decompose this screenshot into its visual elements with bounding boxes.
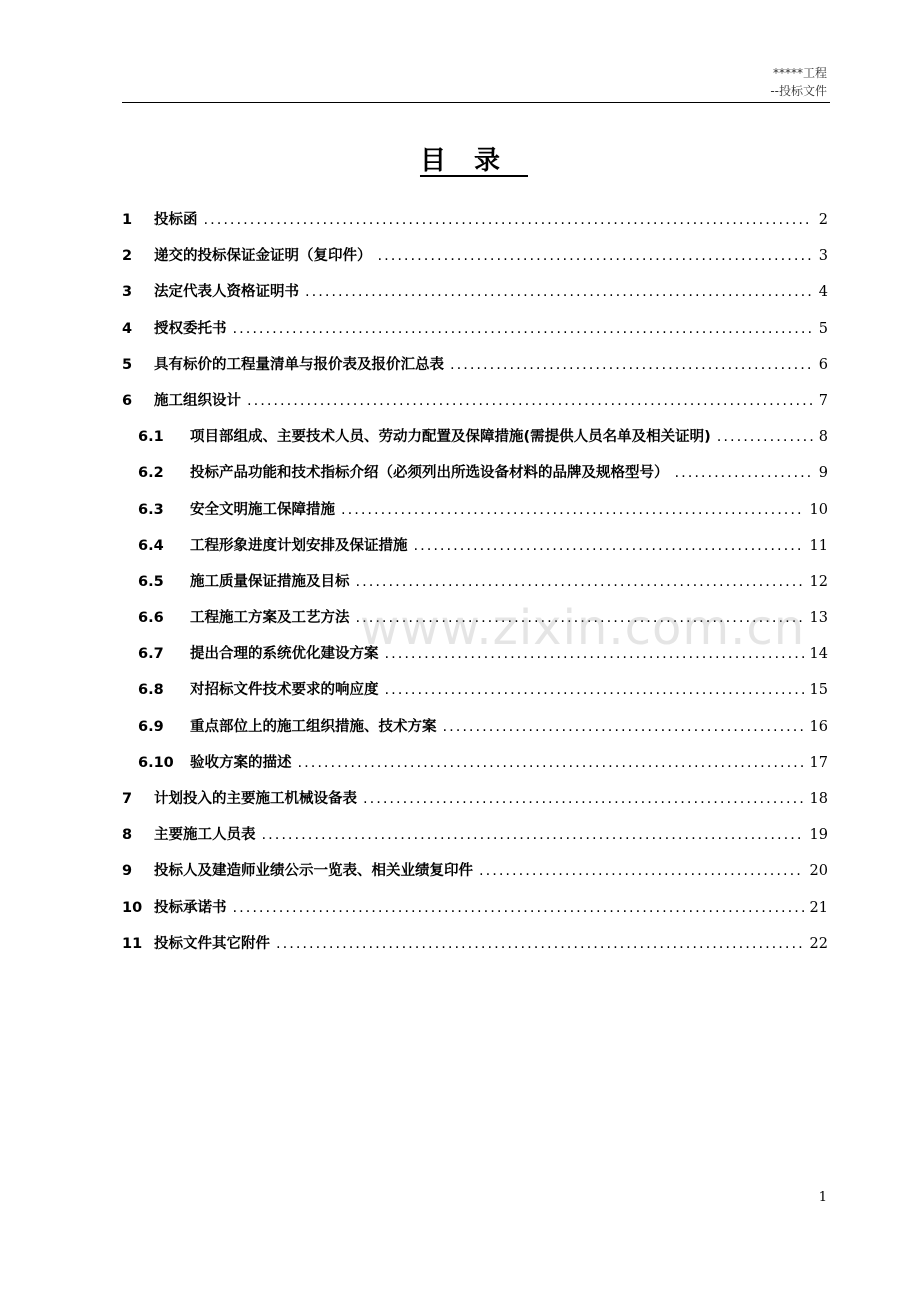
toc-entry-number: 11 [122, 935, 143, 952]
toc-entry-page: 21 [809, 899, 828, 916]
toc-entry-number: 9 [122, 863, 133, 880]
toc-entry-number: 6.7 [138, 646, 164, 663]
toc-leader-dots [378, 248, 813, 264]
toc-title-container [0, 140, 920, 177]
table-of-contents [122, 208, 828, 968]
toc-entry-number: 6.1 [138, 429, 164, 446]
toc-entry-label: 主要施工人员表 [154, 827, 256, 844]
toc-entry[interactable] [122, 208, 828, 244]
toc-entry-number: 6.2 [138, 465, 164, 482]
toc-entry[interactable] [122, 932, 828, 968]
toc-leader-dots [204, 212, 813, 228]
toc-entry-label: 递交的投标保证金证明（复印件） [154, 248, 372, 265]
toc-entry[interactable] [122, 389, 828, 425]
toc-title: 目录 [419, 146, 528, 176]
toc-leader-dots [443, 719, 804, 735]
toc-entry-page: 3 [818, 248, 828, 265]
toc-entry-number: 6.9 [138, 718, 164, 735]
toc-leader-dots [385, 682, 804, 698]
toc-entry-label: 施工组织设计 [154, 392, 241, 409]
toc-entry-number: 6.4 [138, 537, 164, 554]
toc-entry[interactable] [122, 425, 828, 461]
header-divider [122, 102, 830, 103]
watermark: www.zixin.com.cn [360, 600, 806, 656]
header-project-name: *****工程 [772, 66, 827, 80]
toc-entry-page: 2 [818, 212, 828, 228]
toc-leader-dots [233, 900, 804, 916]
toc-entry[interactable] [122, 280, 828, 316]
toc-entry-label: 项目部组成、主要技术人员、劳动力配置及保障措施(需提供人员名单及相关证明) [190, 429, 711, 446]
toc-entry[interactable] [122, 715, 828, 751]
toc-entry-label: 投标文件其它附件 [154, 935, 270, 952]
toc-leader-dots [450, 357, 813, 373]
toc-entry-page: 20 [809, 863, 828, 880]
toc-entry-number: 5 [122, 356, 133, 373]
toc-leader-dots [233, 321, 813, 337]
toc-entry-page: 15 [809, 682, 828, 699]
toc-entry-label: 工程形象进度计划安排及保证措施 [190, 537, 408, 554]
toc-entry-number: 8 [122, 827, 133, 844]
toc-entry-number: 6.8 [138, 682, 164, 699]
toc-leader-dots [298, 755, 804, 771]
toc-entry-label: 施工质量保证措施及目标 [190, 573, 350, 590]
toc-entry[interactable] [122, 244, 828, 280]
toc-entry-number: 2 [122, 248, 133, 265]
toc-leader-dots [363, 791, 804, 807]
toc-leader-dots [276, 936, 804, 952]
toc-entry-number: 4 [122, 320, 133, 337]
toc-entry-page: 17 [809, 754, 828, 771]
toc-leader-dots [356, 574, 804, 590]
toc-entry-label: 重点部位上的施工组织措施、技术方案 [190, 718, 437, 735]
toc-leader-dots [262, 827, 804, 843]
toc-entry[interactable] [122, 498, 828, 534]
toc-entry-page: 12 [809, 573, 828, 590]
toc-leader-dots [414, 538, 804, 554]
toc-entry-page: 7 [818, 392, 828, 409]
toc-entry[interactable] [122, 461, 828, 497]
toc-entry-page: 4 [818, 284, 828, 301]
toc-entry[interactable] [122, 751, 828, 787]
toc-entry[interactable] [122, 859, 828, 895]
toc-entry-page: 8 [818, 429, 828, 446]
page-header [770, 64, 827, 100]
toc-entry-page: 19 [809, 827, 828, 844]
toc-entry[interactable] [122, 787, 828, 823]
toc-entry-label: 法定代表人资格证明书 [154, 284, 299, 301]
toc-entry-page: 16 [809, 718, 828, 735]
toc-entry[interactable] [122, 823, 828, 859]
toc-entry-label: 投标产品功能和技术指标介绍（必须列出所选设备材料的品牌及规格型号） [190, 465, 669, 482]
toc-entry[interactable] [122, 317, 828, 353]
toc-entry[interactable] [122, 534, 828, 570]
toc-entry-label: 验收方案的描述 [190, 754, 292, 771]
toc-entry-label: 具有标价的工程量清单与报价表及报价汇总表 [154, 356, 444, 373]
toc-leader-dots [675, 465, 813, 481]
toc-entry-number: 7 [122, 791, 133, 807]
toc-entry-label: 投标承诺书 [154, 899, 227, 916]
toc-leader-dots [305, 284, 813, 300]
toc-entry-label: 安全文明施工保障措施 [190, 501, 335, 518]
toc-entry-label: 工程施工方案及工艺方法 [190, 610, 350, 627]
toc-entry-label: 计划投入的主要施工机械设备表 [154, 791, 357, 807]
toc-leader-dots [247, 393, 813, 409]
toc-entry-label: 对招标文件技术要求的响应度 [190, 682, 379, 699]
page-number: 1 [818, 1190, 827, 1205]
toc-entry-page: 18 [809, 791, 828, 807]
header-doc-type: --投标文件 [770, 84, 827, 98]
toc-entry[interactable] [122, 678, 828, 714]
toc-leader-dots [341, 502, 804, 518]
toc-entry-page: 5 [818, 320, 828, 337]
toc-entry-page: 11 [809, 537, 828, 554]
toc-entry-number: 6 [122, 392, 133, 409]
toc-entry-label: 投标函 [154, 212, 198, 228]
toc-entry-number: 3 [122, 284, 133, 301]
toc-entry-number: 6.5 [138, 573, 164, 590]
toc-leader-dots [717, 429, 813, 445]
toc-entry-page: 14 [809, 646, 828, 663]
toc-entry-page: 10 [809, 501, 828, 518]
toc-entry-number: 10 [122, 899, 143, 916]
toc-entry-label: 提出合理的系统优化建设方案 [190, 646, 379, 663]
toc-entry-page: 13 [809, 610, 828, 627]
toc-entry-label: 投标人及建造师业绩公示一览表、相关业绩复印件 [154, 863, 473, 880]
toc-entry-number: 6.10 [138, 754, 174, 771]
toc-entry[interactable] [122, 353, 828, 389]
toc-leader-dots [479, 863, 804, 879]
toc-entry-page: 22 [809, 935, 828, 952]
toc-entry-page: 6 [818, 356, 828, 373]
toc-entry-number: 6.3 [138, 501, 164, 518]
toc-entry-label: 授权委托书 [154, 320, 227, 337]
toc-entry-number: 1 [122, 212, 133, 228]
toc-entry[interactable] [122, 896, 828, 932]
toc-entry-number: 6.6 [138, 610, 164, 627]
toc-entry-page: 9 [818, 465, 828, 482]
